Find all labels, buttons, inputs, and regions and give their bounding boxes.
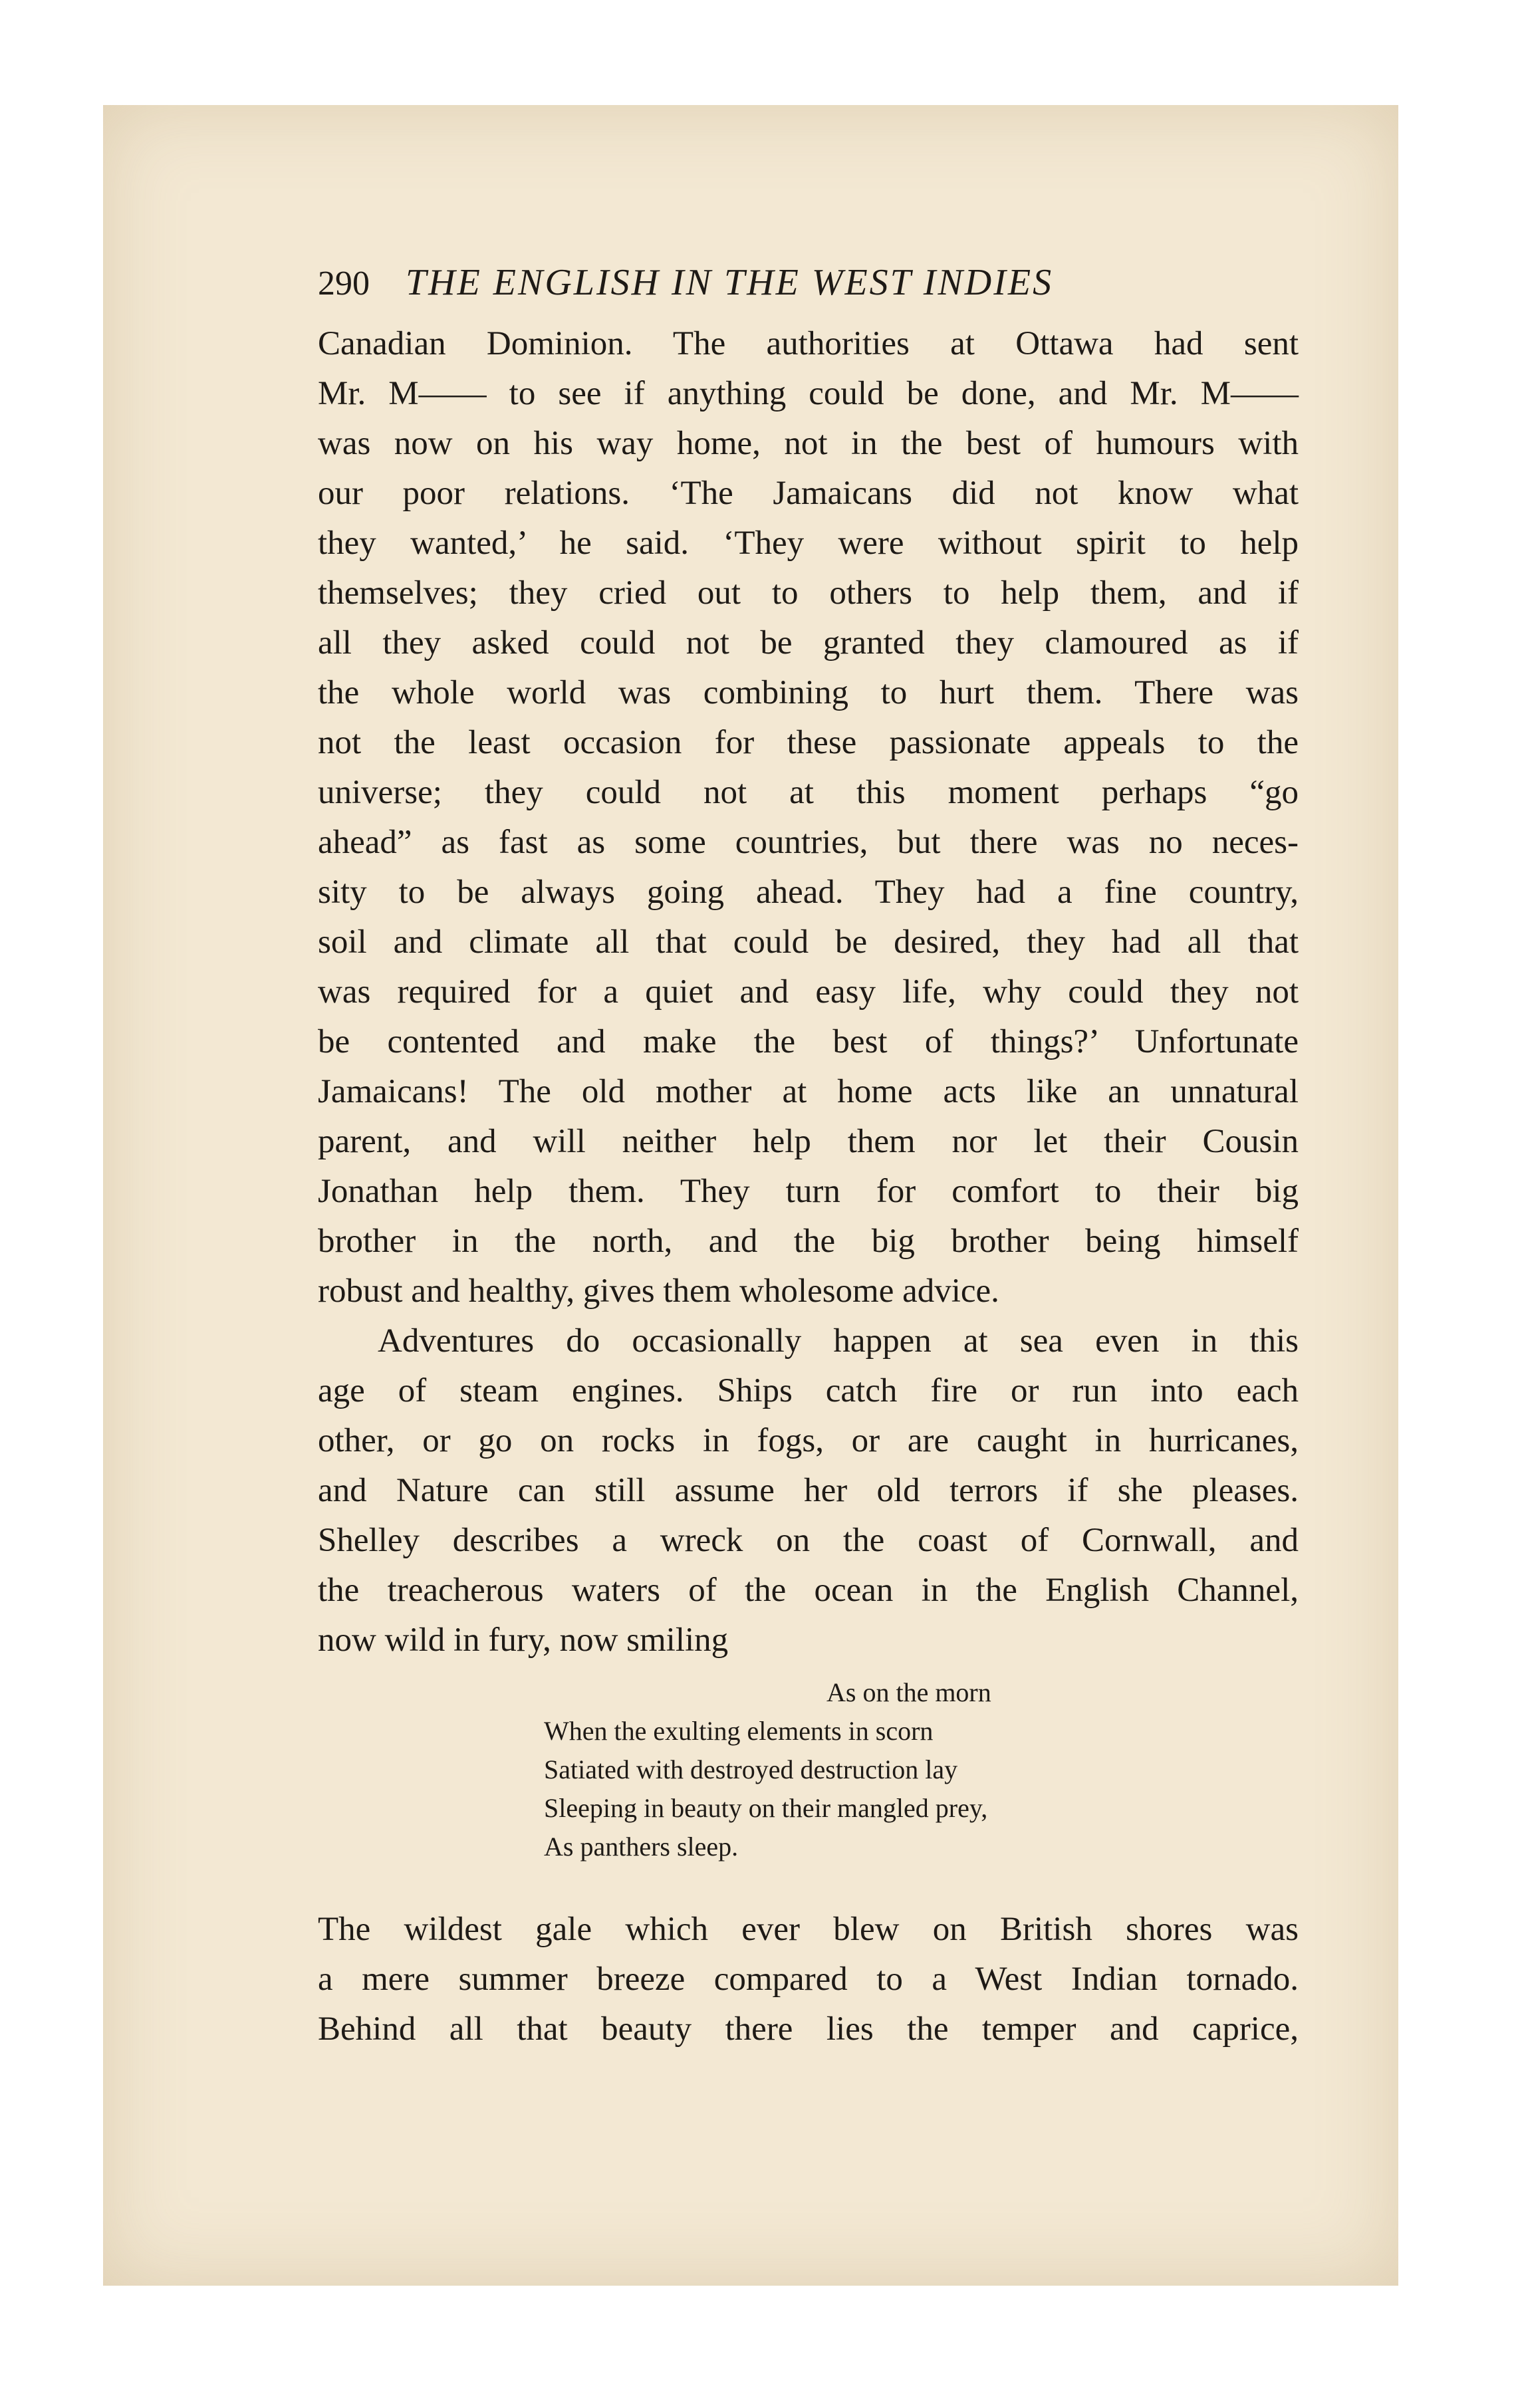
text-line: Jamaicans! The old mother at home acts like an unnatural [318, 1073, 1299, 1110]
text-line: not the least occasion for these passionate appeals to the [318, 724, 1299, 761]
paragraph-3 [318, 1905, 1299, 2054]
text-line: robust and healthy, gives them wholesome advice. [318, 1272, 999, 1310]
verse-line: Satiated with destroyed destruction lay [544, 1754, 958, 1784]
running-title: THE ENGLISH IN THE WEST INDIES [406, 262, 1054, 303]
text-line: sity to be always going ahead. They had a fine country, [318, 874, 1299, 911]
text-line: parent, and will neither help them nor let their Cousin [318, 1123, 1299, 1160]
text-line: ahead” as fast as some countries, but there was no neces- [318, 824, 1299, 861]
text-line: they wanted,’ he said. ‘They were without spirit to help [318, 525, 1299, 562]
text-line: was now on his way home, not in the best of humours with [318, 425, 1299, 462]
text-line: Behind all that beauty there lies the temper and caprice, [318, 2010, 1299, 2048]
verse-line: As on the morn [826, 1677, 991, 1707]
text-line: The wildest gale which ever blew on British shores was [318, 1911, 1299, 1948]
text-line: universe; they could not at this moment perhaps “go [318, 774, 1299, 811]
text-line: soil and climate all that could be desired, they had all that [318, 923, 1299, 961]
text-line: Canadian Dominion. The authorities at Ottawa had sent [318, 325, 1299, 362]
paragraph-2 [318, 1316, 1299, 1665]
text-line: and Nature can still assume her old terrors if she pleases. [318, 1472, 1299, 1509]
page-number: 290 [318, 265, 370, 302]
text-line: the treacherous waters of the ocean in the English Channel, [318, 1572, 1299, 1609]
text-line: was required for a quiet and easy life, why could they not [318, 973, 1299, 1011]
verse-line: Sleeping in beauty on their mangled prey, [544, 1793, 988, 1823]
verse-line: As panthers sleep. [544, 1832, 739, 1862]
text-line: the whole world was combining to hurt them. There was [318, 674, 1299, 711]
text-line: all they asked could not be granted they clamoured as if [318, 624, 1299, 662]
text-line: now wild in fury, now smiling [318, 1622, 729, 1659]
text-line: Adventures do occasionally happen at sea even in this [378, 1322, 1299, 1360]
text-line: themselves; they cried out to others to help them, and if [318, 574, 1299, 612]
text-line: our poor relations. ‘The Jamaicans did not know what [318, 475, 1299, 512]
running-head [318, 246, 1299, 319]
text-line: a mere summer breeze compared to a West Indian tornado. [318, 1961, 1299, 1998]
text-line: Shelley describes a wreck on the coast of Cornwall, and [318, 1522, 1299, 1559]
text-line: Jonathan help them. They turn for comfort to their big [318, 1173, 1299, 1210]
paragraph-1 [318, 319, 1299, 1316]
text-line: Mr. M—— to see if anything could be done, and Mr. M—— [318, 375, 1299, 412]
text-line: brother in the north, and the big brother being himself [318, 1223, 1299, 1260]
page-text [318, 246, 1299, 2054]
text-line: be contented and make the best of things?’ Unfortunate [318, 1023, 1299, 1060]
verse-line: When the exulting elements in scorn [544, 1716, 934, 1746]
verse-quotation [544, 1673, 1299, 1866]
text-line: age of steam engines. Ships catch fire or run into each [318, 1372, 1299, 1409]
text-line: other, or go on rocks in fogs, or are caught in hurricanes, [318, 1422, 1299, 1459]
